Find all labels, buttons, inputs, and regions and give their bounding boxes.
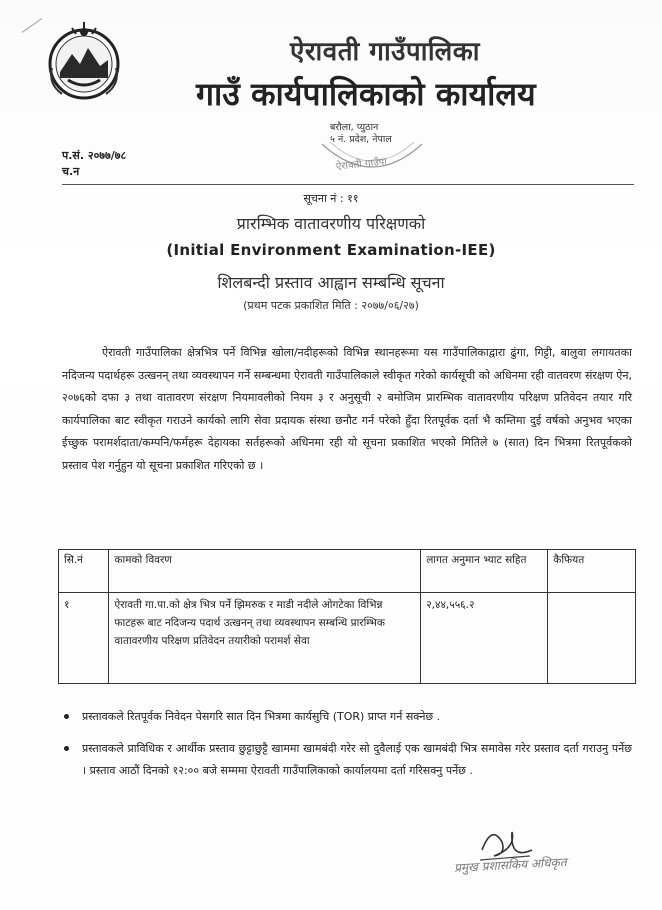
header-remarks: कैफियत <box>548 550 636 593</box>
list-item: प्रस्तावकले प्राविधिक र आर्थीक प्रस्ताव छुट्टाछुट्टै खाममा खामबंदी गरेर सो दुवैलाई एक खामबंदी भित्र समावेस गरेर प्रस्ताव दर्ता गराउनु पर्नेछ । प्रस्ताव आठौं दिनको १२:०० बजे सम्ममा ऐरावती गाउँपालिकाको कार्यालयमा दर्ता गरिसक्नु पर्नेछ . <box>62 738 632 782</box>
scan-mark <box>22 18 42 33</box>
header-description: कामको विवरण <box>109 550 421 593</box>
cell-description: ऐरावती गा.पा.को क्षेत्र भित्र पर्ने झिमरुक र माडी नदीले ओगटेका विभिन्न फाटहरू बाट नदिजन्य पदार्थ उत्खनन् तथा व्यवस्थापन सम्बन्धि प्रारम्भिक वातावरणीय परिक्षण प्रतिवेदन तयारीको परामर्श सेवा <box>109 593 421 684</box>
header-divider <box>62 184 634 185</box>
header-sn: सि.नं <box>59 550 109 593</box>
notice-subject: शिलबन्दी प्रस्ताव आह्वान सम्बन्धि सूचना <box>217 273 445 292</box>
conditions-list <box>62 706 632 792</box>
office-name: गाउँ कार्यपालिकाको कार्यालय <box>196 75 536 113</box>
nepal-emblem-icon <box>42 20 126 104</box>
works-table <box>58 549 636 684</box>
cell-cost: २,४४,५५६.२ <box>421 593 548 684</box>
cell-sn: १ <box>59 593 109 684</box>
published-date: (प्रथम पटक प्रकाशित मिति : २०७७/०६/२७) <box>243 299 419 312</box>
notice-number: सूचना नं : ११ <box>303 192 359 205</box>
signer-title: प्रमुख प्रशासकिय अधिकृत <box>453 855 567 875</box>
reference-chn: च.न <box>62 165 80 178</box>
address-line-1: बरौला, प्युठान <box>330 122 379 133</box>
cell-remarks <box>548 593 636 684</box>
reference-ps: प.सं. २०७७/७८ <box>62 149 127 162</box>
table-header-row <box>59 550 636 593</box>
notice-body: ऐरावती गाउँपालिका क्षेत्रभित्र पर्ने विभिन्न खोला/नदीहरूको विभिन्न स्थानहरूमा यस गाउँपालिकाद्वारा ढुंगा, गिट्टी, बालुवा लगायतका नदिजन्य पदार्थहरू उत्खनन् तथा व्यवस्थापन गर्ने सम्बन्धमा ऐरावती गाउँपालिकाले स्वीकृत गरेको कार्यसूची को अधिनमा रही वातवरण संरक्षण ऐन, २०७६को दफा ३ तथा वातावरण संरक्षण नियमावलीको नियम ३ र अनुसूची २ बमोजिम प्रारम्भिक वातावरणीय परिक्षण प्रतिवेदन तयार गरि कार्यपालिका बाट स्वीकृत गराउने कार्यको लागि सेवा प्रदायक संस्था छनौट गर्न परेको हुँदा रितपूर्वक दर्ता भै कम्तिमा दुई वर्षको अनुभव भएका ईच्छुक परामर्शदाता/कम्पनि/फर्महरू देहायका सर्तहरूको अधिनमा रही यो सूचना प्रकाशित भएको मितिले ७ (सात) दिन भित्रमा रितपूर्वकको प्रस्ताव पेश गर्नुहुन यो सूचना प्रकाशित गरिएको छ । <box>62 346 632 472</box>
org-name: ऐरावती गाउँपालिका <box>290 37 480 67</box>
reference-block <box>62 148 126 180</box>
list-item: प्रस्तावकले रितपूर्वक निवेदन पेसगरि सात दिन भित्रमा कार्यसुचि (TOR) प्राप्त गर्न सक्नेछ . <box>62 706 632 728</box>
table-row <box>59 593 636 684</box>
office-stamp <box>316 138 428 188</box>
address-line-2: ५ नं. प्रदेश, नेपाल <box>330 134 392 145</box>
notice-heading: प्रारम्भिक वातावरणीय परिक्षणको <box>236 214 426 233</box>
stamp-text: ऐरावती गाउँपा <box>335 156 388 173</box>
header-cost: लागत अनुमान भ्याट सहित <box>421 550 548 593</box>
notice-heading-english: (Initial Environment Examination-IEE) <box>166 241 496 259</box>
